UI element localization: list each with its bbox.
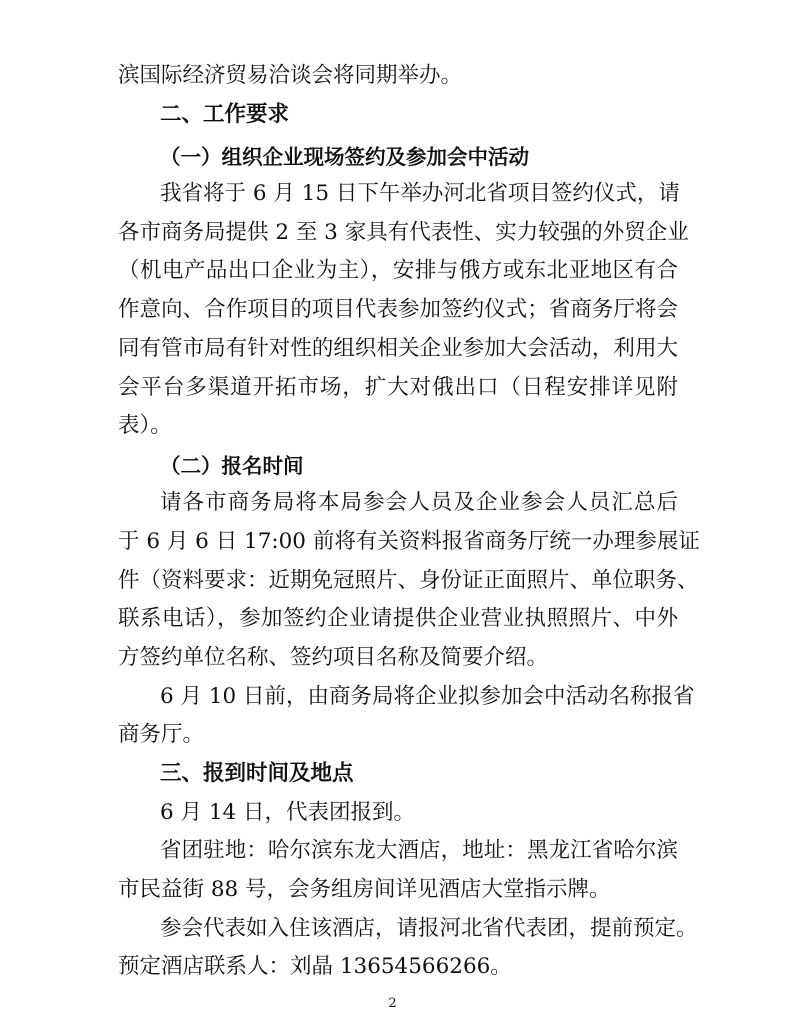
text-line: 作意向、合作项目的项目代表参加签约仪式；省商务厅将会 — [118, 297, 678, 322]
text-line: 滨国际经济贸易洽谈会将同期举办。 — [118, 63, 463, 88]
text-line: 请各市商务局将本局参会人员及企业参会人员汇总后 — [160, 490, 678, 515]
text-line: 会平台多渠道开拓市场，扩大对俄出口（日程安排详见附 — [118, 375, 678, 400]
section-heading: 二、工作要求 — [160, 102, 290, 127]
subsection-heading: （一）组织企业现场签约及参加会中活动 — [160, 145, 529, 169]
section-heading: 三、报到时间及地点 — [160, 761, 354, 786]
text-line: 同有管市局有针对性的组织相关企业参加大会活动，利用大 — [118, 336, 678, 361]
text-line: 商务厅。 — [118, 722, 205, 747]
text-line: 6 月 14 日，代表团报到。 — [160, 800, 416, 825]
text-line: 于 6 月 6 日 17:00 前将有关资料报省商务厅统一办理参展证 — [118, 529, 700, 554]
page-number: 2 — [388, 996, 397, 1011]
text-line: 表）。 — [118, 413, 172, 438]
text-line: 联系电话），参加签约企业请提供企业营业执照照片、中外 — [118, 606, 678, 631]
subsection-heading: （二）报名时间 — [160, 454, 304, 478]
text-line: 6 月 10 日前，由商务局将企业拟参加会中活动名称报省 — [160, 684, 695, 709]
text-line: （机电产品出口企业为主），安排与俄方或东北亚地区有合 — [118, 258, 678, 283]
text-line: 省团驻地：哈尔滨东龙大酒店，地址：黑龙江省哈尔滨 — [160, 838, 678, 863]
text-line: 我省将于 6 月 15 日下午举办河北省项目签约仪式，请 — [160, 181, 680, 206]
text-line: 市民益街 88 号，会务组房间详见酒店大堂指示牌。 — [118, 877, 611, 902]
text-line: 参会代表如入住该酒店，请报河北省代表团，提前预定。 — [160, 916, 698, 941]
text-line: 方签约单位名称、签约项目名称及简要介绍。 — [118, 645, 549, 670]
text-line: 各市商务局提供 2 至 3 家具有代表性、实力较强的外贸企业 — [118, 220, 689, 245]
text-line: 件（资料要求：近期免冠照片、身份证正面照片、单位职务、 — [118, 568, 699, 593]
text-line: 预定酒店联系人：刘晶 13654566266。 — [118, 954, 512, 979]
